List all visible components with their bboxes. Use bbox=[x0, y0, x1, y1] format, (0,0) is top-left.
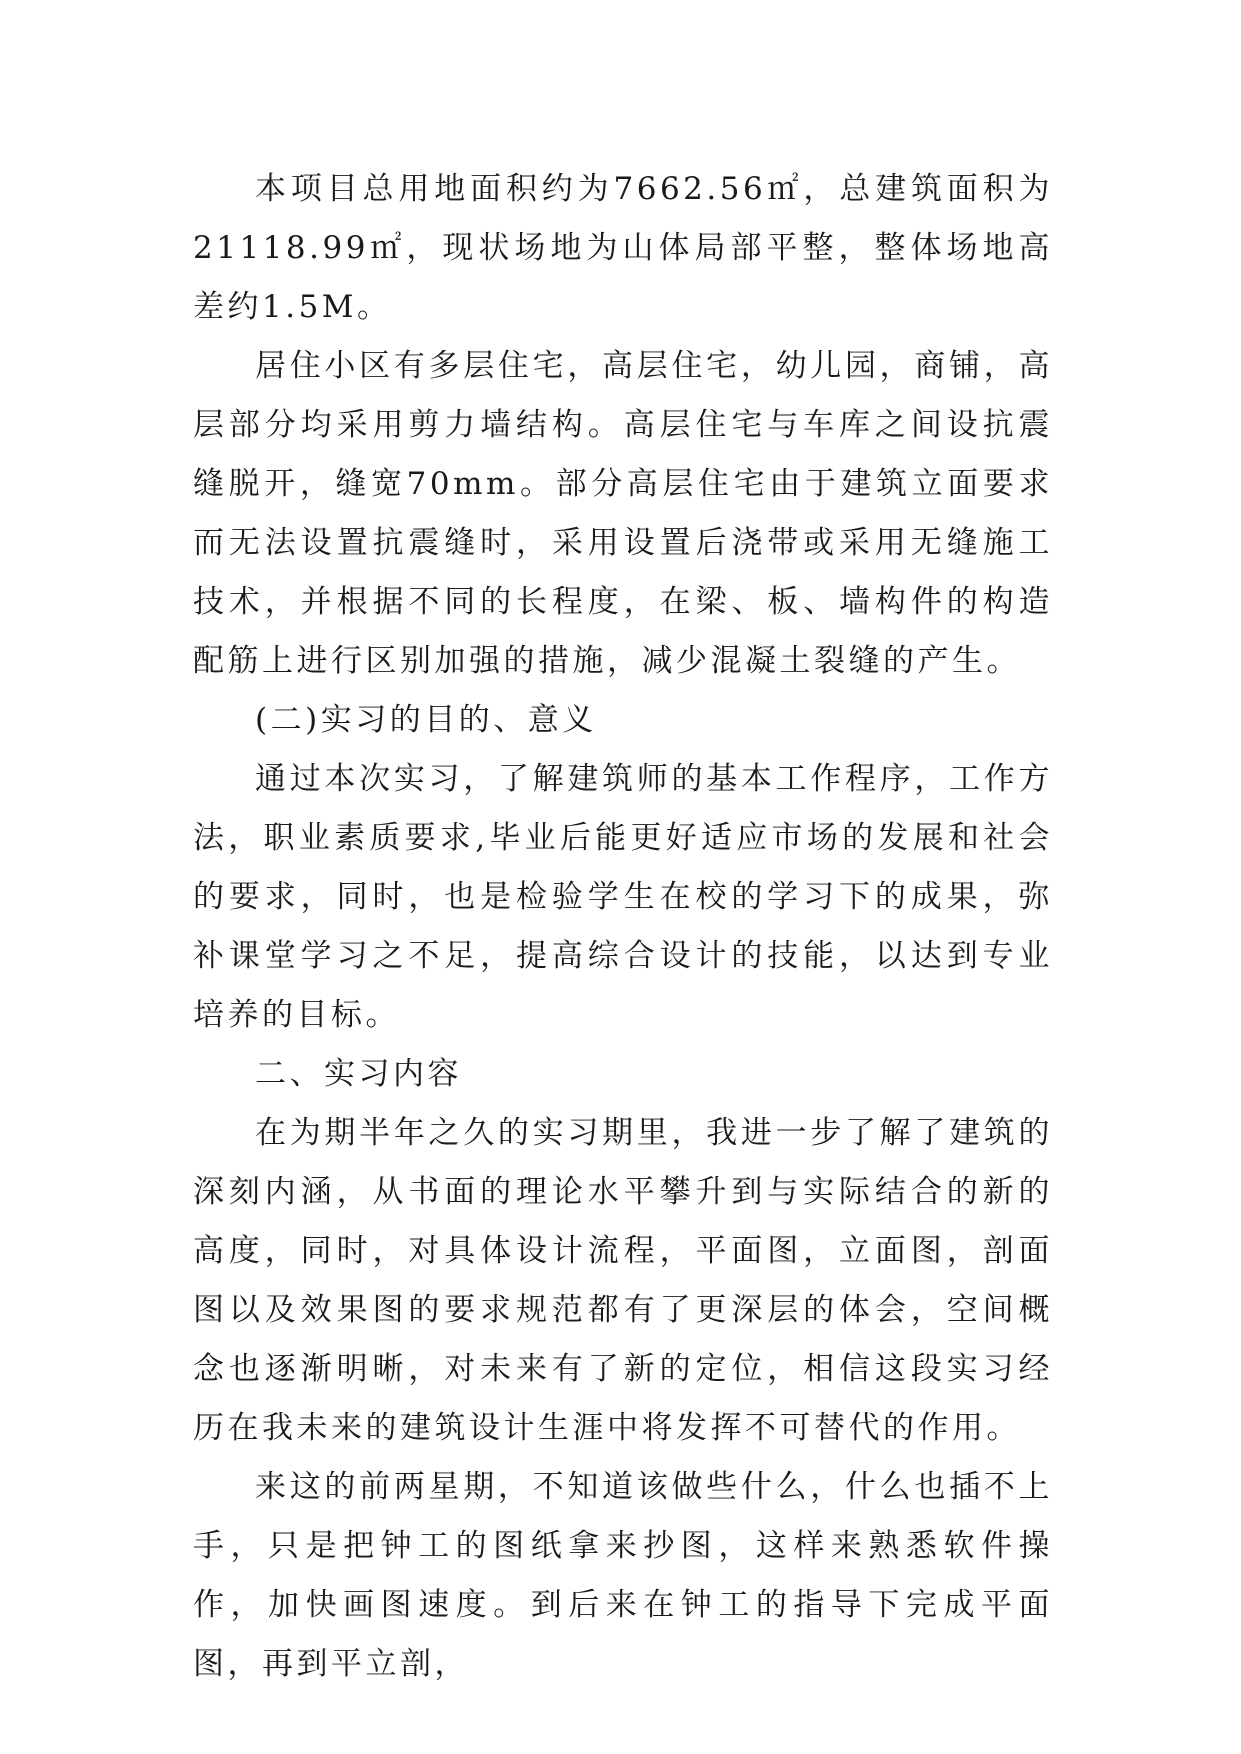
paragraph-structure: 居住小区有多层住宅，高层住宅，幼儿园，商铺，高层部分均采用剪力墙结构。高层住宅与车库之间设抗震缝脱开，缝宽70mm。部分高层住宅由于建筑立面要求而无法设置抗震缝时，采用设置后浇带或采用无缝施工技术，并根据不同的长程度，在梁、板、墙构件的构造配筋上进行区别加强的措施，减少混凝土裂缝的产生。 bbox=[193, 348, 1053, 679]
paragraph-project-area: 本项目总用地面积约为7662.56㎡，总建筑面积为21118.99㎡，现状场地为山体局部平整，整体场地高差约1.5M。 bbox=[193, 171, 1053, 325]
heading-internship-content: 二、实习内容 bbox=[255, 1056, 462, 1092]
paragraph-first-weeks: 来这的前两星期，不知道该做些什么，什么也插不上手，只是把钟工的图纸拿来抄图，这样来熟悉软件操作，加快画图速度。到后来在钟工的指导下完成平面图，再到平立剖， bbox=[193, 1469, 1053, 1682]
document-body bbox=[193, 160, 1053, 1694]
heading-purpose: (二)实习的目的、意义 bbox=[255, 702, 597, 738]
paragraph-internship-content: 在为期半年之久的实习期里，我进一步了解了建筑的深刻内涵，从书面的理论水平攀升到与实际结合的新的高度，同时，对具体设计流程，平面图，立面图，剖面图以及效果图的要求规范都有了更深层的体会，空间概念也逐渐明晰，对未来有了新的定位，相信这段实习经历在我未来的建筑设计生涯中将发挥不可替代的作用。 bbox=[193, 1115, 1053, 1446]
paragraph-purpose: 通过本次实习，了解建筑师的基本工作程序，工作方法，职业素质要求,毕业后能更好适应市场的发展和社会的要求，同时，也是检验学生在校的学习下的成果，弥补课堂学习之不足，提高综合设计的技能，以达到专业培养的目标。 bbox=[193, 761, 1053, 1033]
